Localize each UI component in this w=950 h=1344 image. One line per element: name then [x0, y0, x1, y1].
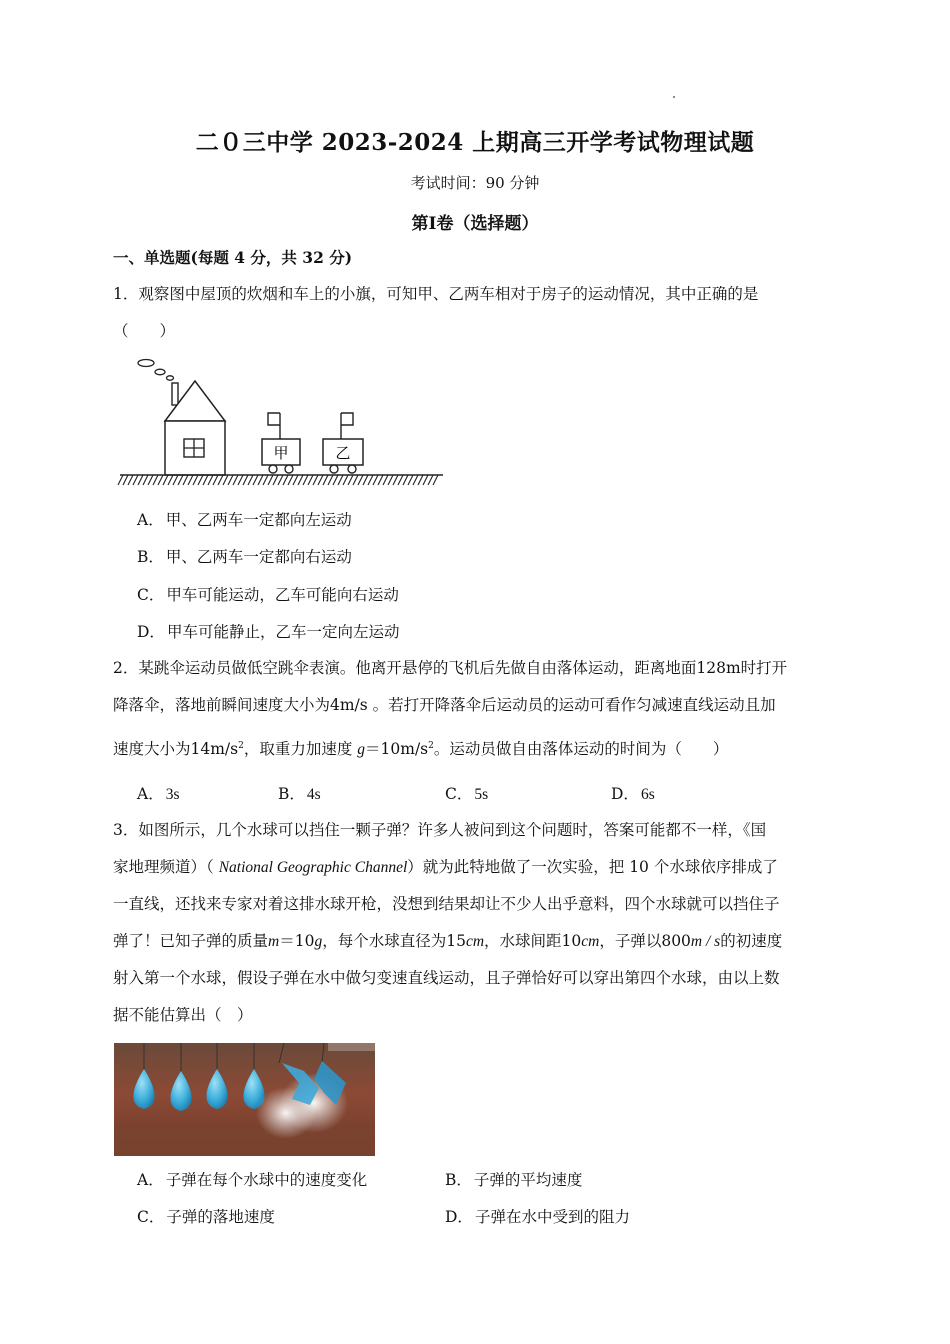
question-1: [113, 276, 838, 350]
q3-option-a[interactable]: A． 子弹在每个水球中的速度变化: [137, 1171, 368, 1189]
wheel: [348, 465, 356, 473]
question-2-line3: 速度大小为$14m/s^2$，取重力加速度 $g=10m/s^2$。运动员做自由落体运动的时间为（ ）: [113, 740, 729, 759]
question-3-line3: 一直线，还找来专家对着这排水球开枪，没想到结果却让不少人出乎意料，四个水球就可以挡住子: [113, 895, 780, 913]
car-jia-flag: [268, 413, 280, 425]
question-3-line4: 弹了！已知子弹的质量m＝10g，每个水球直径为15cm，水球间距10cm，子弹以800m / s的初速度: [113, 932, 783, 950]
q2-option-b[interactable]: B． 4s: [278, 785, 321, 803]
question-2-line1: 2．某跳伞运动员做低空跳伞表演。他离开悬停的飞机后先做自由落体运动，距离地面128m时打开: [113, 659, 788, 677]
q1-option-c[interactable]: C． 甲车可能运动，乙车可能向右运动: [137, 586, 399, 604]
smoke-puff: [138, 360, 154, 367]
q2-option-a[interactable]: A． 3s: [137, 785, 180, 803]
wheel: [269, 465, 277, 473]
question-2-line2: 降落伞，落地前瞬间速度大小为4m/s 。若打开降落伞后运动员的运动可看作匀减速直线运动且加: [113, 696, 776, 714]
question-2: [113, 650, 838, 768]
smoke-puff: [155, 369, 165, 375]
q1-option-b[interactable]: B． 甲、乙两车一定都向右运动: [137, 548, 352, 566]
house-and-cars-figure: [117, 355, 447, 495]
wheel: [285, 465, 293, 473]
exam-time: 考试时间：90 分钟: [410, 174, 540, 192]
question-1-line1: 1．观察图中屋顶的炊烟和车上的小旗，可知甲、乙两车相对于房子的运动情况，其中正确的是: [113, 285, 759, 303]
car-yi-flag: [341, 413, 353, 425]
question-3: [113, 812, 838, 1034]
water-balloon-photo: [114, 1043, 375, 1156]
section-heading: 一、单选题(每题 4 分，共 32 分): [113, 248, 353, 267]
question-3-line6: 据不能估算出（ ）: [113, 1006, 253, 1024]
volume-heading: 第Ⅰ卷（选择题）: [411, 214, 539, 234]
wheel: [330, 465, 338, 473]
q3-option-b[interactable]: B． 子弹的平均速度: [445, 1171, 583, 1189]
q1-option-a[interactable]: A． 甲、乙两车一定都向左运动: [137, 511, 352, 529]
car-jia-label: 甲: [273, 444, 289, 462]
chimney: [172, 383, 178, 405]
question-3-line5: 射入第一个水球，假设子弹在水中做匀变速直线运动，且子弹恰好可以穿出第四个水球，由以上数: [113, 969, 780, 987]
q1-option-d[interactable]: D． 甲车可能静止，乙车一定向左运动: [137, 623, 400, 641]
question-3-line1: 3．如图所示，几个水球可以挡住一颗子弹？许多人被问到这个问题时，答案可能都不一样，《国: [113, 821, 767, 839]
q2-option-d[interactable]: D． 6s: [611, 785, 655, 803]
page-title: 二０三中学 2023-2024 上期高三开学考试物理试题: [195, 129, 755, 156]
ground-hatching: [118, 475, 438, 485]
question-3-line2: 家地理频道）（ National Geographic Channel）就为此特地做了一次实验，把 10 个水球依序排成了: [113, 858, 778, 876]
scan-dot: [673, 96, 675, 98]
q2-option-c[interactable]: C． 5s: [445, 785, 489, 803]
q3-option-c[interactable]: C． 子弹的落地速度: [137, 1208, 275, 1226]
question-1-line2: （ ）: [113, 322, 176, 340]
smoke-puff: [167, 376, 174, 380]
q3-option-d[interactable]: D． 子弹在水中受到的阻力: [445, 1208, 630, 1226]
car-yi-label: 乙: [335, 444, 351, 462]
